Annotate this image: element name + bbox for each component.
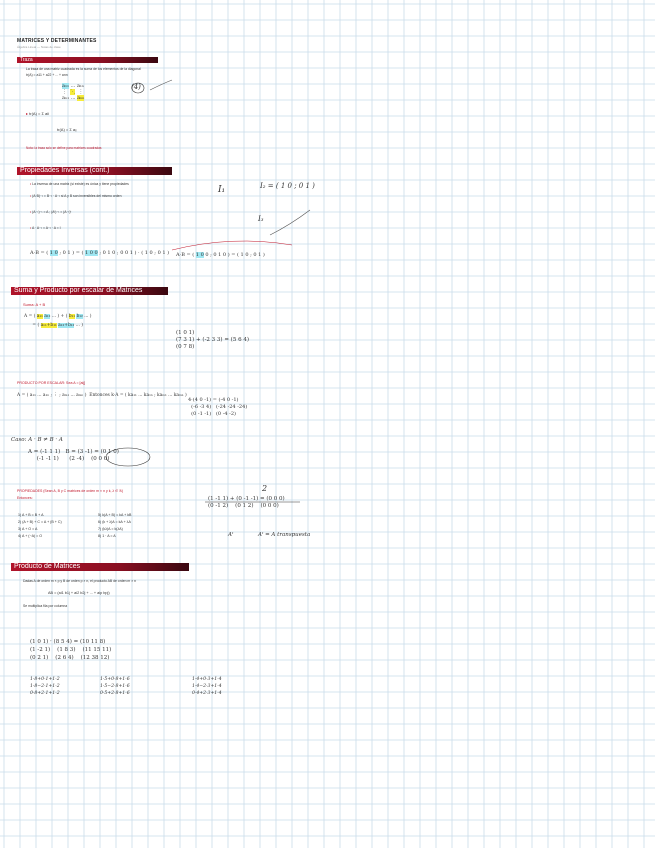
handwritten-circle-traza (132, 83, 144, 93)
producto-calc-col-1: 1·8+0·1+1·2 1·8−2·1+1·2 0·8+2·1+1·2 (30, 677, 60, 696)
prop-example: (1 -1 1) + (0 -1 -1) = (0 0 0) (0 -1 2) (0 1 2) (0 0 0) (208, 496, 285, 509)
producto-text-2: Se multiplica fila por columna (23, 604, 68, 608)
traza-text-2: tr(A) = a11 + a22 + ... + ann (26, 73, 68, 77)
producto-formula: AB = (ai1 b1j + ai2 b2j + ... + aip bpj) (48, 591, 110, 595)
handwritten-transpuesta: Aᵗ = A transpuesta (258, 532, 311, 538)
traza-formula: ▸ tr(A) = Σ aii (26, 111, 50, 116)
section-header-traza: Traza (17, 57, 158, 63)
suma-general-matrix: A = ( a₁₁ a₁₂ ... ) + ( b₁₁ b₁₂ ... ) = ( a₁₁+b₁₁ a₁₂+b₁₂ ... ) (24, 314, 92, 328)
inversas-bullet-1: • La inversa de una matriz (si existe) es única y tiene propiedades (30, 182, 129, 186)
handwritten-arrow-traza (150, 80, 172, 90)
traza-sum-expression: tr(A) = Σ aᵢᵢ (57, 127, 77, 132)
handwritten-at: Aᵗ (228, 532, 234, 538)
handwritten-circle-b (106, 448, 150, 466)
handwritten-identity: I₂ = ( 1 0 ; 0 1 ) (260, 182, 315, 190)
suma-example: (1 0 1) (7 3 1) + (-2 3 3) = (5 6 4) (0 7 8) (176, 330, 249, 350)
caso-label: Caso: A · B ≠ B · A (11, 437, 63, 443)
connector-line (172, 241, 292, 250)
propiedades-sub: Entonces: (17, 496, 33, 500)
traza-text-1: La traza de una matriz cuadrada es la suma de los elementos de la diagonal (26, 67, 141, 71)
producto-calc-col-3: 1·4+0·3+1·4 1·4−2·3+1·4 0·4+2·3+1·4 (192, 677, 222, 696)
escalar-label: PRODUCTO POR ESCALAR: Sea A = [aij] (17, 381, 86, 385)
handwritten-circle-note: (4) (131, 83, 141, 91)
inversas-bullet-2: • (A·B)⁻¹ = B⁻¹ · A⁻¹ si A y B son inversibles del mismo orden (30, 194, 121, 198)
propiedades-label: PROPIEDADES (Sean A, B y C matrices de orden m × n y k, λ ∈ ℝ) (17, 489, 124, 493)
section-header-producto: Producto de Matrices (11, 563, 189, 571)
handwritten-sum-top: 2 (262, 484, 268, 493)
escalar-example: 4·(4 0 -1) = (-4 0 -1) (-6 -3 4) (-24 -24 -24) (0 -1 -1) (0 -4 -2) (188, 397, 248, 417)
inversas-bullet-3: • (A⁻¹)⁻¹ = A ; (Aᵗ)⁻¹ = (A⁻¹)ᵗ (30, 210, 71, 214)
escalar-general: A = ( a₁₁ ... a₁ₙ ; ⋮ ; aₘ₁ ... aₘₙ ) Entonces k·A = ( ka₁₁ ... ka₁ₙ ; kaₘ₁ ... kaₘₙ ) (17, 393, 187, 398)
handwritten-i1: I₁ (218, 185, 226, 195)
producto-example: (1 0 1) · (8 5 4) = (10 11 8) (1 -2 1) (1 8 3) (11 15 11) (0 2 1) (2 6 4) (12 38 12) (30, 639, 112, 661)
suma-label: Suma: A + B (23, 302, 46, 307)
document-subtitle: Álgebra Lineal — Notas de clase (17, 45, 61, 49)
document-title: MATRICES Y DETERMINANTES (17, 38, 97, 44)
traza-note: Nota: la traza solo se define para matrices cuadradas (26, 146, 102, 150)
inversas-equation: A·B = ( 1 0 ; 0 1 ) = ( 1 0 0 ; 0 1 0 ; 0 0 1 ) · ( 1 0 ; 0 1 ) (30, 250, 170, 256)
section-header-inversas: Propiedades Inversas (cont.) (17, 167, 172, 175)
caso-example: A = (-1 1 1) B = (3 -1) = (0 1 0) (-1 -1 1) (2 -4) (0 0 0) (28, 449, 119, 462)
propiedades-list-2: 5) k(A + B) = kA + kB 6) (k + λ)A = kA + λA 7) (kλ)A = k(λA) 8) 1 · A = A (98, 513, 132, 538)
traza-matrix: a₁₁ ... a₁ₙ ⋮ ⋱ ⋮ aₙ₁ ... aₙₙ (62, 83, 85, 101)
handwritten-arrow-inversas (270, 210, 310, 235)
producto-text-1: Dadas A de orden m × p y B de orden p × n, el producto AB de orden m × n (23, 579, 137, 583)
propiedades-list: 1) A + B = B + A 2) (A + B) + C = A + (B + C) 3) A + O = A 4) A + (−A) = O (18, 513, 62, 538)
producto-calc-col-2: 1·5+0·8+1·6 1·5−2·8+1·6 0·5+2·8+1·6 (100, 677, 130, 696)
inversas-identity-equation: A·B = ( 1 0 0 ; 0 1 0 ) = ( 1 0 ; 0 1 ) (176, 252, 265, 258)
handwritten-i3: I₃ (258, 215, 264, 223)
inversas-bullet-4: • A · A⁻¹ = A⁻¹ · A = I (30, 226, 61, 230)
section-header-suma: Suma y Producto por escalar de Matrices (11, 287, 168, 295)
